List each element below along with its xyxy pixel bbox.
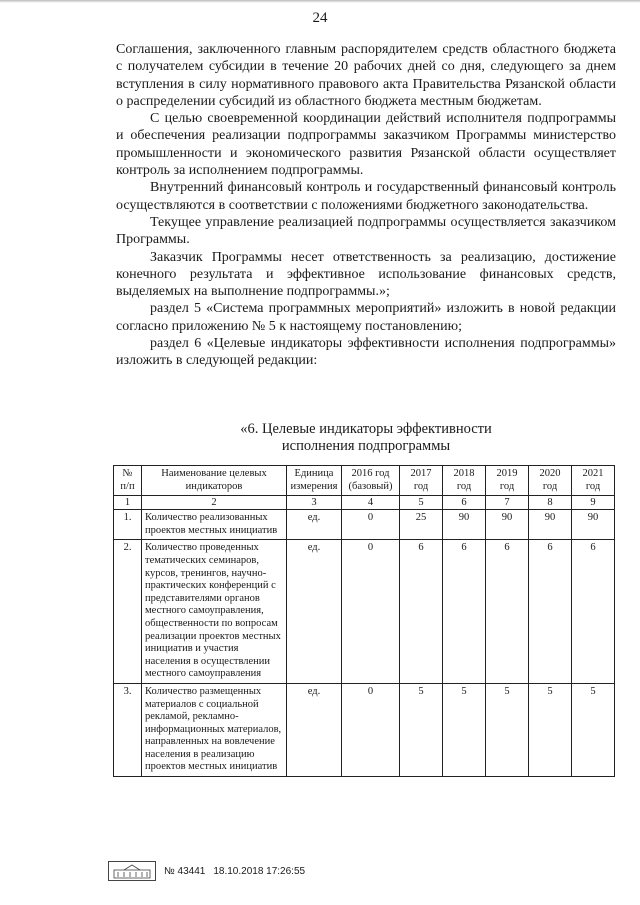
unit-cell: ед. [287, 683, 342, 776]
value-cell: 90 [443, 510, 486, 540]
paragraph: С целью своевременной координации действий исполнителя подпрограммы и обеспечения реализации подпрограммы заказчиком Программы министерство промышленности и экономического развития Рязанской области осуществляет контроль за исполнением подпрограммы. [116, 111, 616, 179]
row-number: 2. [114, 540, 142, 684]
column-number: 2 [142, 496, 287, 510]
column-number: 1 [114, 496, 142, 510]
value-cell: 6 [400, 540, 443, 684]
paragraph: раздел 6 «Целевые индикаторы эффективности исполнения подпрограммы» изложить в следующей редакции: [116, 336, 616, 369]
value-cell: 6 [572, 540, 615, 684]
table-row [114, 540, 615, 684]
unit-cell: ед. [287, 540, 342, 684]
value-cell: 25 [400, 510, 443, 540]
column-number: 9 [572, 496, 615, 510]
value-cell: 6 [443, 540, 486, 684]
column-header: № п/п [114, 466, 142, 496]
column-number: 4 [342, 496, 400, 510]
column-number: 6 [443, 496, 486, 510]
value-cell: 90 [486, 510, 529, 540]
value-cell: 5 [443, 683, 486, 776]
column-header: 2017 год [400, 466, 443, 496]
value-cell: 90 [572, 510, 615, 540]
section-title [116, 421, 616, 455]
paragraph: Заказчик Программы несет ответственность за реализацию, достижение конечного результата и эффективное использование финансовых средств, выделяемых на выполнение подпрограммы.»; [116, 249, 616, 300]
document-number: № 43441 [164, 865, 206, 877]
column-header: 2020 год [529, 466, 572, 496]
scan-edge [0, 0, 640, 3]
column-header: Единица измерения [287, 466, 342, 496]
column-header: 2018 год [443, 466, 486, 496]
column-header: 2016 год (базовый) [342, 466, 400, 496]
value-cell: 5 [400, 683, 443, 776]
column-header: 2021 год [572, 466, 615, 496]
value-cell: 5 [529, 683, 572, 776]
paragraph: Текущее управление реализацией подпрограммы осуществляется заказчиком Программы. [116, 214, 616, 248]
indicator-name: Количество размещенных материалов с социальной рекламой, рекламно-информационных материалов, направленных на вовлечение населения в реализацию проектов местных инициатив [142, 683, 287, 776]
column-number: 7 [486, 496, 529, 510]
value-cell: 5 [486, 683, 529, 776]
column-number-row [114, 496, 615, 510]
value-cell: 6 [529, 540, 572, 684]
column-header: Наименование целевых индикаторов [142, 466, 287, 496]
paragraph: Внутренний финансовый контроль и государственный финансовый контроль осуществляются в соответствии с положениями бюджетного законодательства. [116, 180, 616, 213]
unit-cell: ед. [287, 510, 342, 540]
table-row [114, 683, 615, 776]
body-text [116, 41, 616, 370]
indicator-name: Количество реализованных проектов местных инициатив [142, 510, 287, 540]
value-cell: 0 [342, 540, 400, 684]
table-row [114, 510, 615, 540]
indicators-table [113, 465, 615, 777]
row-number: 3. [114, 683, 142, 776]
section-title-line-2: исполнения подпрограммы [281, 438, 451, 454]
registration-timestamp: 18.10.2018 17:26:55 [213, 865, 306, 877]
value-cell: 0 [342, 510, 400, 540]
page-number: 24 [312, 10, 328, 26]
value-cell: 5 [572, 683, 615, 776]
value-cell: 6 [486, 540, 529, 684]
column-number: 5 [400, 496, 443, 510]
paragraph: Соглашения, заключенного главным распорядителем средств областного бюджета с получателем субсидии в течение 20 рабочих дней со дня, следующего за днем вступления в силу нормативного правового акта Правительства Рязанской области о распределении субсидий из областного бюджета местным бюджетам. [116, 42, 616, 109]
registration-footer [108, 860, 305, 882]
column-header: 2019 год [486, 466, 529, 496]
column-number: 3 [287, 496, 342, 510]
indicator-name: Количество проведенных тематических семинаров, курсов, тренингов, научно-практических конференций с представителями органов местного самоуправления, общественности по вопросам реализации проектов местных инициатив и участия населения в осуществлении местного самоуправления [142, 540, 287, 684]
table-header-row [114, 466, 615, 496]
row-number: 1. [114, 510, 142, 540]
column-number: 8 [529, 496, 572, 510]
registry-stamp-icon [108, 861, 156, 881]
value-cell: 0 [342, 683, 400, 776]
value-cell: 90 [529, 510, 572, 540]
section-title-line-1: «6. Целевые индикаторы эффективности [240, 421, 492, 437]
paragraph: раздел 5 «Система программных мероприятий» изложить в новой редакции согласно приложению № 5 к настоящему постановлению; [116, 301, 616, 334]
